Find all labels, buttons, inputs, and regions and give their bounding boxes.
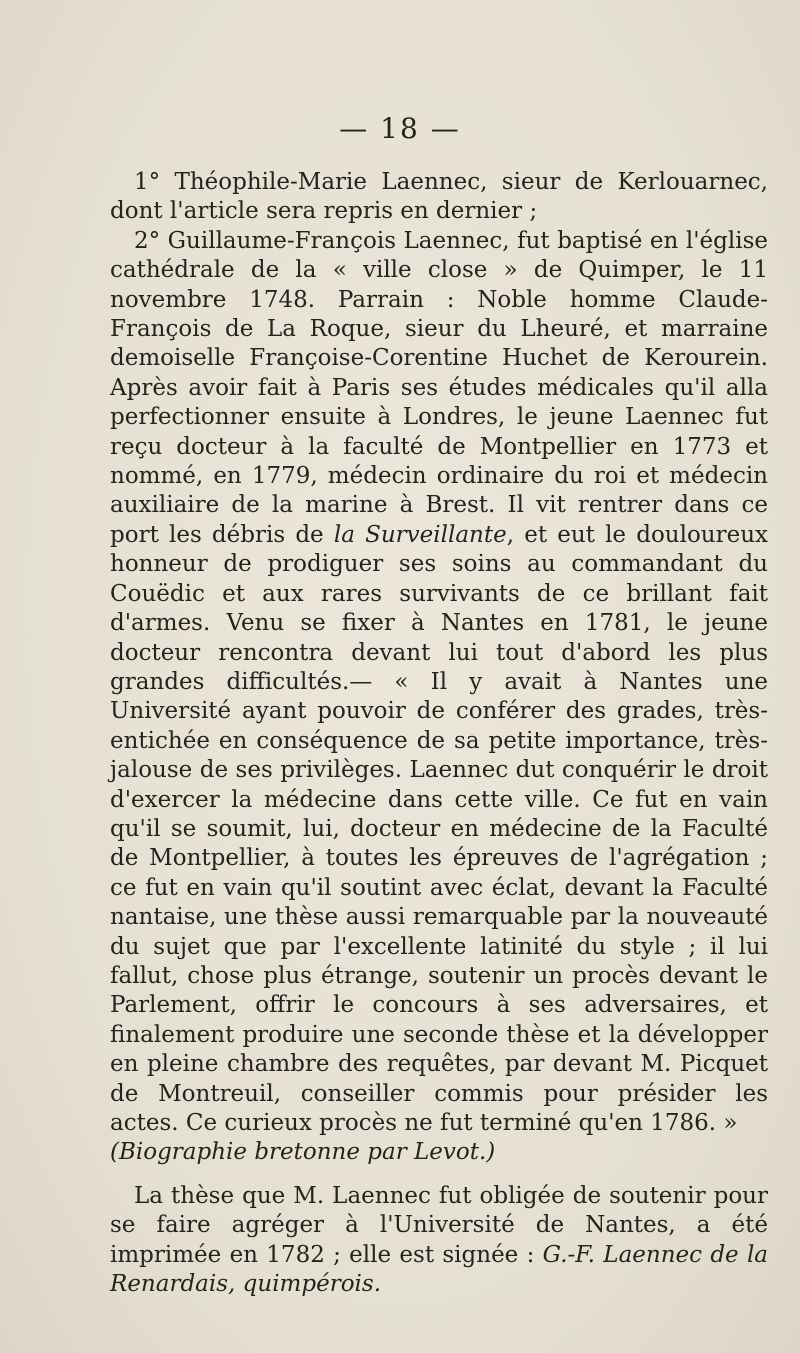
signature: G.-F. Laennec de la Renardais, quimpérois.	[110, 1241, 769, 1298]
ship-name: la Surveillante	[333, 521, 507, 548]
body-text	[110, 168, 768, 1299]
page-number: — 18 —	[339, 112, 461, 145]
paragraph-guillaume	[110, 227, 768, 1168]
paragraph-guillaume-rest: , et eut le douloureux honneur de prodiguer ses soins au commandant du Couëdic et aux rares survivants de ce brillant fait d'armes. Venu se fixer à Nantes en 1781, le jeune docteur rencontra devant lui tout d'abord les plus grandes difficultés.— « Il y avait à Nantes une Université ayant pouvoir de conférer des grades, très-entichée en conséquence de sa petite importance, très-jalouse de ses privilèges. Laennec dut conquérir le droit d'exercer la médecine dans cette ville. Ce fut en vain qu'il se soumit, lui, docteur en médecine de la Faculté de Montpellier, à toutes les épreuves de l'agrégation ; ce fut en vain qu'il soutint avec éclat, devant la Faculté nantaise, une thèse aussi remarquable par la nouveauté du sujet que par l'excellente latinité du style ; il lui fallut, chose plus étrange, soutenir un procès devant le Parlement, offrir le concours à ses adversaires, et finalement produire une seconde thèse et la développer en pleine chambre des requêtes, par devant M. Picquet de Montreuil, conseiller commis pour présider les actes. Ce curieux procès ne fut terminé qu'en 1786. »	[110, 521, 769, 1136]
source-citation: (Biographie bretonne par Levot.)	[110, 1139, 496, 1166]
paragraph-theophile: 1° Théophile-Marie Laennec, sieur de Kerlouarnec, dont l'article sera repris en dernier ;	[110, 169, 768, 225]
paragraph-guillaume-main: 2° Guillaume-François Laennec, fut baptisé en l'église cathédrale de la « ville close » de Quimper, le 11 novembre 1748. Parrain : Noble homme Claude-François de La Roque, sieur du Lheuré, et marraine demoiselle Françoise-Corentine Huchet de Kerourein. Après avoir fait à Paris ses études médicales qu'il alla perfectionner ensuite à Londres, le jeune Laennec fut reçu docteur à la faculté de Montpellier en 1773 et nommé, en 1779, médecin ordinaire du roi et médecin auxiliaire de la marine à Brest. Il vit rentrer dans ce port les débris de	[110, 227, 768, 548]
paragraph-these	[110, 1182, 768, 1300]
paragraph-these-main: La thèse que M. Laennec fut obligée de soutenir pour se faire agréger à l'Université de Nantes, a été imprimée en 1782 ; elle est signée :	[110, 1182, 768, 1268]
